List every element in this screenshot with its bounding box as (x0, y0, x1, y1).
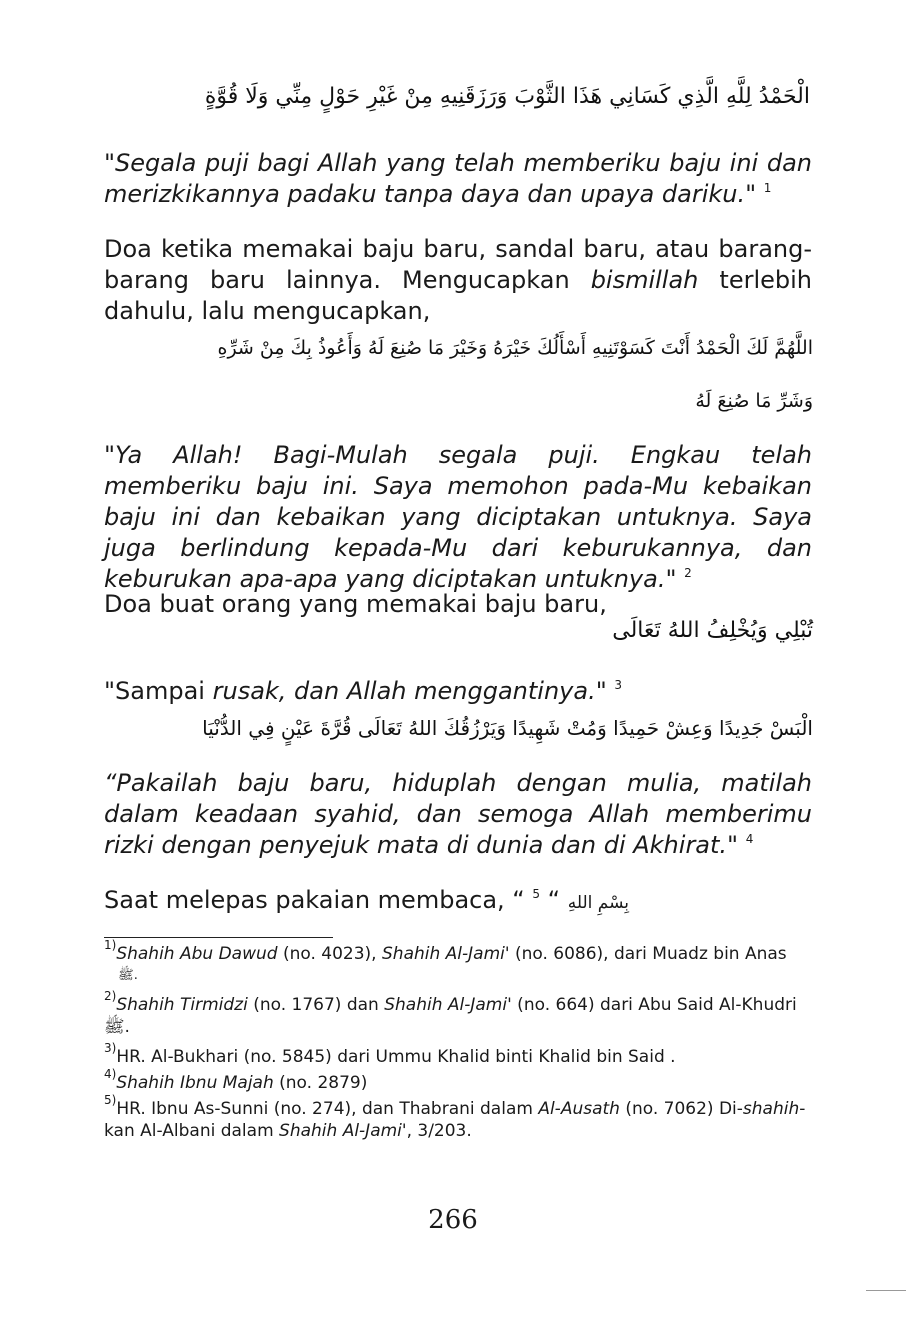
footnote-3-number: 3) (104, 1041, 117, 1055)
arabic-doa-3: تُبْلِي وَيُخْلِفُ اللهُ تَعَالَى (612, 618, 813, 643)
footnote-2-text-d: (no. 664) dari Abu Said Al-Khudri ﷺ. (104, 995, 797, 1037)
footnote-4-number: 4) (104, 1067, 117, 1081)
footnote-5-text-g: , 3/203. (406, 1121, 472, 1141)
footnote-5-text-a: HR. Ibnu As-Sunni (no. 274), dan Thabrani dalam (116, 1099, 539, 1119)
scan-edge-mark (866, 1290, 906, 1291)
paragraph-5-text-c: “ (547, 886, 568, 914)
footnote-ref-4: 4 (745, 832, 754, 846)
arabic-doa-4: الْبَسْ جَدِيدًا وَعِشْ حَمِيدًا وَمُتْ شَهِيدًا وَيَرْزُقُكَ اللهُ تَعَالَى قُرَّةَ عَيْنٍ فِي الدُّنْيَا (202, 716, 813, 740)
footnote-1-number: 1) (104, 938, 117, 952)
arabic-doa-2a: اللَّهُمَّ لَكَ الْحَمْدُ أَنْتَ كَسَوْتَنِيهِ أَسْأَلُكَ خَيْرَهُ وَخَيْرَ مَا صُنِعَ لَهُ وَأَعُوذُ بِكَ مِنْ شَرِّهِ (217, 337, 813, 359)
footnote-ref-2: 2 (684, 566, 692, 580)
footnote-5 (104, 1093, 816, 1142)
footnote-2-source-a: Shahih Tirmidzi (116, 995, 248, 1015)
footnote-2-number: 2) (104, 989, 117, 1003)
translation-4-text: “Pakailah baju baru, hiduplah dengan mulia, matilah dalam keadaan syahid, dan semoga Allah memberimu rizki dengan penyejuk mata di dunia dan di Akhirat." (104, 769, 812, 859)
footnote-5-text-c: (no. 7062) Di- (619, 1099, 743, 1119)
paragraph-5-text-a: Saat melepas pakaian membaca, “ (104, 886, 533, 914)
footnote-divider (104, 937, 333, 938)
footnote-2-source-c: Shahih Al-Jami' (384, 995, 512, 1015)
footnote-1-source-a: Shahih Abu Dawud (116, 944, 278, 964)
footnote-5-source-b: Al-Ausath (538, 1099, 620, 1119)
footnote-1-text-b: (no. 4023), (277, 944, 382, 964)
footnote-5-text-e: -kan Al-Albani dalam (104, 1099, 806, 1141)
footnote-ref-1: 1 (763, 181, 772, 195)
footnote-5-number: 5) (104, 1093, 117, 1107)
paragraph-2-bismillah: bismillah (590, 266, 699, 294)
footnote-ref-3: 3 (614, 678, 623, 692)
translation-2-text: "Ya Allah! Bagi-Mulah segala puji. Engkau telah memberiku baju ini. Saya memohon pada-Mu kebaikan baju ini dan kebaikan yang diciptakan untuknya. Saya juga berlindung kepada-Mu dari keburukannya, dan keburukan apa-apa yang diciptakan untuknya." (104, 441, 812, 593)
paragraph-3-text: Doa buat orang yang memakai baju baru, (104, 590, 607, 618)
footnote-5-text-d: shahih (742, 1099, 800, 1119)
footnote-3 (104, 1041, 816, 1068)
translation-2 (104, 440, 812, 595)
footnote-5-source-f: Shahih Al-Jami' (279, 1121, 407, 1141)
footnote-4-source: Shahih Ibnu Majah (116, 1073, 274, 1093)
translation-1-text: "Segala puji bagi Allah yang telah memberiku baju ini dan merizkikannya padaku tanpa daya dan upaya dariku." (104, 149, 812, 208)
arabic-doa-1: الْحَمْدُ لِلَّهِ الَّذِي كَسَانِي هَذَا الثَّوْبَ وَرَزَقَنِيهِ مِنْ غَيْرِ حَوْلٍ مِنِّي وَلَا قُوَّةٍ (204, 84, 810, 109)
translation-4 (104, 768, 812, 861)
footnote-1-honorific: ﷺ. (118, 968, 138, 983)
paragraph-2-text-a: Doa ketika memakai baju baru, sandal baru, atau barang-barang baru lainnya. Mengucapkan (104, 235, 812, 294)
translation-3 (104, 676, 622, 707)
footnote-2-text-b: (no. 1767) dan (247, 995, 385, 1015)
arabic-bismillah: بِسْمِ اللهِ (567, 893, 629, 913)
footnote-1-text-d: (no. 6086), dari Muadz bin Anas (509, 944, 787, 964)
footnote-1-source-c: Shahih Al-Jami' (382, 944, 510, 964)
paragraph-removing-clothes (104, 885, 629, 919)
translation-1 (104, 148, 812, 210)
page-number: 266 (428, 1205, 478, 1235)
paragraph-new-clothes (104, 234, 812, 327)
translation-3-text-a: "Sampai (104, 677, 213, 705)
footnote-4 (104, 1067, 816, 1094)
footnote-3-text: HR. Al-Bukhari (no. 5845) dari Ummu Khalid binti Khalid bin Said . (116, 1047, 676, 1067)
translation-3-text-b: rusak, dan Allah menggantinya." (212, 677, 607, 705)
paragraph-2-text-c: terlebih dahulu, lalu mengucapkan, (104, 266, 813, 325)
footnote-ref-5: 5 (532, 887, 541, 901)
paragraph-for-others (104, 589, 607, 620)
arabic-doa-2b: وَشَرِّ مَا صُنِعَ لَهُ (695, 390, 813, 412)
footnote-1 (104, 938, 816, 987)
footnote-2 (104, 989, 816, 1038)
footnote-4-text: (no. 2879) (273, 1073, 368, 1093)
